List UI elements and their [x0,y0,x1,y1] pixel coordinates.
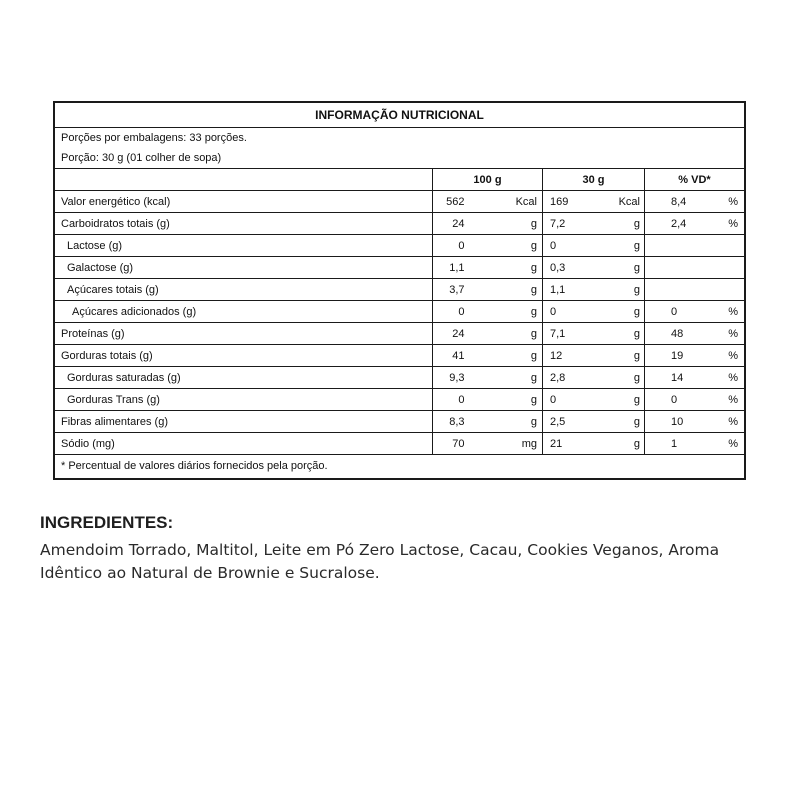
nutrient-row [55,411,744,433]
value-100g: 562 [433,191,488,213]
daily-value: 14 [645,367,695,389]
ingredients-title: INGREDIENTES: [40,513,174,532]
nutrient-row [55,323,744,345]
value-30g: 2,5 [543,411,594,433]
unit-30g: g [594,301,645,323]
nutrient-row [55,191,744,213]
daily-value-unit: % [694,191,744,213]
daily-value: 48 [645,323,695,345]
value-100g: 41 [433,345,488,367]
daily-value-unit: % [694,433,744,455]
unit-100g: g [488,345,543,367]
value-30g: 169 [543,191,594,213]
nutrient-name: Fibras alimentares (g) [55,411,433,433]
daily-value-unit: % [694,389,744,411]
value-100g: 8,3 [433,411,488,433]
value-100g: 0 [433,389,488,411]
value-100g: 0 [433,235,488,257]
nutrient-row [55,235,744,257]
daily-value-unit [694,235,744,257]
unit-30g: g [594,323,645,345]
nutrient-row [55,279,744,301]
value-30g: 7,2 [543,213,594,235]
unit-30g: g [594,411,645,433]
nutrient-name: Gorduras Trans (g) [55,389,433,411]
nutrient-name: Gorduras saturadas (g) [55,367,433,389]
unit-30g: g [594,389,645,411]
nutrient-name: Açúcares totais (g) [55,279,433,301]
nutrient-row [55,345,744,367]
unit-30g: g [594,345,645,367]
nutrient-row [55,367,744,389]
value-30g: 21 [543,433,594,455]
nutrition-header-row [55,169,744,191]
nutrient-name: Proteínas (g) [55,323,433,345]
nutrient-name: Valor energético (kcal) [55,191,433,213]
header-100g: 100 g [433,169,543,191]
daily-value: 8,4 [645,191,695,213]
unit-30g: Kcal [594,191,645,213]
value-30g: 1,1 [543,279,594,301]
daily-value: 2,4 [645,213,695,235]
daily-value-unit [694,257,744,279]
unit-30g: g [594,235,645,257]
daily-value: 10 [645,411,695,433]
value-30g: 0,3 [543,257,594,279]
value-100g: 70 [433,433,488,455]
daily-value [645,279,695,301]
value-100g: 0 [433,301,488,323]
servings-per-package: Porções por embalagens: 33 porções. [61,132,247,144]
nutrition-grid [55,169,744,455]
daily-value: 0 [645,301,695,323]
nutrition-title: INFORMAÇÃO NUTRICIONAL [55,103,744,128]
serving-size: Porção: 30 g (01 colher de sopa) [55,148,744,169]
daily-value: 19 [645,345,695,367]
unit-100g: mg [488,433,543,455]
nutrient-row [55,433,744,455]
nutrient-row [55,301,744,323]
value-30g: 12 [543,345,594,367]
value-100g: 24 [433,213,488,235]
unit-100g: g [488,367,543,389]
unit-30g: g [594,257,645,279]
daily-value: 0 [645,389,695,411]
nutrient-row [55,257,744,279]
daily-value-unit [694,279,744,301]
unit-100g: g [488,323,543,345]
unit-100g: g [488,257,543,279]
nutrient-name: Galactose (g) [55,257,433,279]
header-30g: 30 g [543,169,645,191]
value-30g: 2,8 [543,367,594,389]
value-30g: 0 [543,389,594,411]
unit-100g: g [488,411,543,433]
nutrient-name: Sódio (mg) [55,433,433,455]
unit-30g: g [594,213,645,235]
unit-30g: g [594,279,645,301]
daily-value-unit: % [694,367,744,389]
unit-30g: g [594,367,645,389]
nutrient-name: Lactose (g) [55,235,433,257]
unit-30g: g [594,433,645,455]
daily-value-unit: % [694,411,744,433]
value-100g: 3,7 [433,279,488,301]
unit-100g: g [488,301,543,323]
value-30g: 0 [543,301,594,323]
nutrition-footnote: * Percentual de valores diários fornecidos pela porção. [61,460,328,472]
nutrient-name: Açúcares adicionados (g) [55,301,433,323]
nutrition-facts-table [53,101,746,480]
ingredients-text: Amendoim Torrado, Maltitol, Leite em Pó Zero Lactose, Cacau, Cookies Veganos, Aroma Idêntico ao Natural de Brownie e Sucralose. [40,541,720,582]
daily-value-unit: % [694,323,744,345]
daily-value: 1 [645,433,695,455]
header-nutrient-blank [55,169,433,191]
nutrient-row [55,389,744,411]
unit-100g: Kcal [488,191,543,213]
header-vd: % VD* [645,169,745,191]
value-100g: 24 [433,323,488,345]
daily-value-unit: % [694,301,744,323]
daily-value [645,235,695,257]
daily-value-unit: % [694,345,744,367]
value-100g: 1,1 [433,257,488,279]
daily-value [645,257,695,279]
value-100g: 9,3 [433,367,488,389]
unit-100g: g [488,235,543,257]
unit-100g: g [488,279,543,301]
unit-100g: g [488,389,543,411]
daily-value-unit: % [694,213,744,235]
nutrient-name: Gorduras totais (g) [55,345,433,367]
value-30g: 7,1 [543,323,594,345]
nutrient-name: Carboidratos totais (g) [55,213,433,235]
value-30g: 0 [543,235,594,257]
unit-100g: g [488,213,543,235]
nutrient-row [55,213,744,235]
